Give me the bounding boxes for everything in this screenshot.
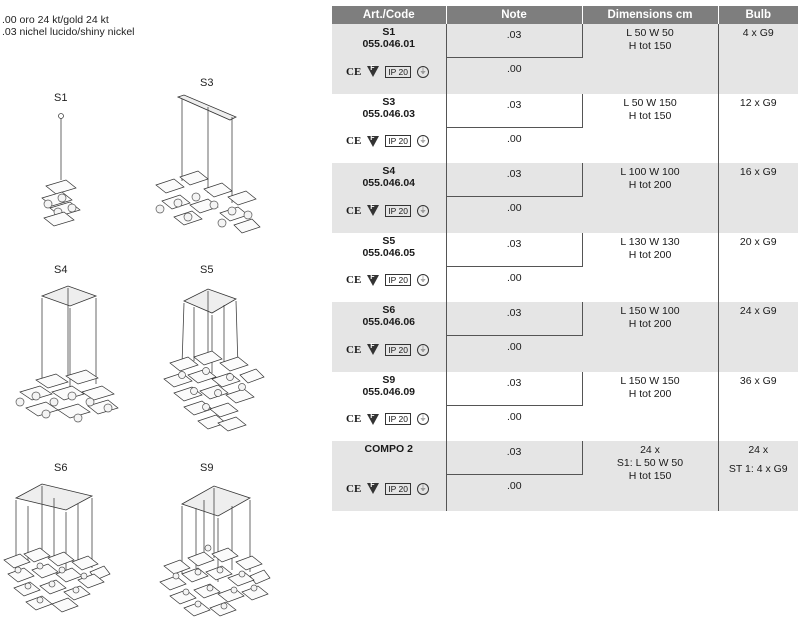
ip20-badge: IP 20 — [385, 205, 411, 217]
ip20-badge: IP 20 — [385, 66, 411, 78]
dimensions-cell — [582, 94, 718, 164]
f-mark-icon — [367, 483, 379, 494]
ground-symbol-icon: ⏚ — [417, 344, 429, 356]
dimension-line: L 50 W 150 — [623, 96, 677, 109]
note-cell: .03 — [446, 441, 582, 475]
product-code-cell — [332, 302, 446, 336]
product-code: 055.046.06 — [362, 316, 416, 328]
product-code: 055.046.01 — [362, 38, 416, 50]
note-cell: .03 — [446, 94, 582, 128]
f-mark-icon — [367, 275, 379, 286]
f-mark-letter: F — [370, 273, 375, 281]
table-row — [332, 441, 798, 475]
product-code: 055.046.09 — [362, 385, 416, 398]
note-cell: .00 — [446, 475, 582, 511]
dimension-line: L 100 W 100 — [620, 166, 680, 178]
product-code-cell — [332, 163, 446, 197]
dimension-line: 24 x — [640, 444, 660, 456]
ip20-badge: IP 20 — [385, 344, 411, 356]
bulb-line: 20 x G9 — [739, 235, 777, 248]
certifications-cell — [332, 266, 446, 302]
table-row — [332, 233, 798, 267]
dimension-line: L 150 W 150 — [620, 374, 680, 387]
dimension-line: H tot 200 — [628, 179, 672, 191]
note-cell: .00 — [446, 336, 582, 372]
table-row — [332, 24, 798, 58]
dimension-line: H tot 200 — [628, 387, 672, 400]
ce-mark-icon: CE — [346, 135, 362, 148]
ip20-badge: IP 20 — [385, 483, 411, 495]
ground-symbol-icon: ⏚ — [417, 66, 429, 78]
note-cell: .00 — [506, 271, 522, 284]
chandelier-s1-drawing — [36, 108, 86, 238]
product-code: 055.046.04 — [362, 177, 416, 189]
drawing-label-s3: S3 — [200, 77, 214, 89]
note-cell: .03 — [446, 302, 582, 336]
dimension-line: L 50 W 50 — [626, 27, 674, 39]
ground-symbol-icon: ⏚ — [417, 135, 429, 147]
note-cell: .00 — [506, 132, 522, 145]
table-row — [332, 163, 798, 197]
dimension-line: H tot 200 — [628, 318, 672, 330]
ce-mark-icon: CE — [346, 343, 362, 356]
chandelier-s3-drawing — [150, 93, 265, 243]
bulb-line: 36 x G9 — [739, 374, 777, 387]
dimension-line: L 150 W 100 — [620, 305, 680, 317]
product-name: S3 — [382, 95, 396, 108]
ce-mark-icon: CE — [346, 482, 362, 495]
ground-symbol-icon: ⏚ — [417, 205, 429, 217]
dimension-line: S1: L 50 W 50 — [616, 457, 684, 469]
f-mark-letter: F — [370, 482, 375, 490]
product-code-cell — [332, 372, 446, 406]
chandelier-s6-drawing — [0, 476, 112, 621]
dimension-line: H tot 200 — [628, 248, 672, 261]
dimensions-cell — [582, 302, 718, 372]
f-mark-icon — [367, 136, 379, 147]
f-mark-icon — [367, 414, 379, 425]
ce-mark-icon: CE — [346, 274, 362, 287]
drawing-label-s1: S1 — [54, 92, 68, 104]
dimension-line: H tot 150 — [628, 470, 672, 482]
header-bulb: Bulb — [718, 6, 798, 24]
bulb-cell — [718, 233, 798, 303]
bulb-cell — [718, 372, 798, 442]
note-cell: .00 — [506, 410, 522, 423]
chandelier-s4-drawing — [12, 280, 122, 440]
ip20-badge: IP 20 — [385, 274, 411, 286]
drawing-label-s9: S9 — [200, 462, 214, 474]
dimension-line: H tot 150 — [628, 109, 672, 122]
f-mark-icon — [367, 205, 379, 216]
table-row — [332, 372, 798, 406]
bulb-cell — [718, 24, 798, 94]
drawing-label-s6: S6 — [54, 462, 68, 474]
table-row — [332, 302, 798, 336]
bulb-line: 24 x — [748, 444, 769, 456]
finish-gold: .00 oro 24 kt/gold 24 kt — [2, 14, 109, 26]
product-name: S1 — [382, 26, 396, 38]
product-code-cell — [332, 24, 446, 58]
product-name: S5 — [382, 234, 396, 247]
ground-symbol-icon: ⏚ — [417, 483, 429, 495]
certifications-cell — [332, 405, 446, 441]
product-name: COMPO 2 — [364, 443, 413, 455]
header-note: Note — [446, 6, 582, 24]
ip20-badge: IP 20 — [385, 135, 411, 147]
product-code: 055.046.03 — [362, 107, 416, 120]
f-mark-icon — [367, 344, 379, 355]
bulb-cell — [718, 94, 798, 164]
chandelier-s5-drawing — [160, 283, 270, 443]
f-mark-letter: F — [370, 412, 375, 420]
dimensions-cell — [582, 24, 718, 94]
f-mark-icon — [367, 66, 379, 77]
bulb-line: 24 x G9 — [739, 305, 777, 317]
f-mark-letter: F — [370, 343, 375, 351]
product-name: S4 — [382, 165, 396, 177]
product-code-cell — [332, 233, 446, 267]
drawing-label-s5: S5 — [200, 264, 214, 276]
drawing-label-s4: S4 — [54, 264, 68, 276]
ce-mark-icon: CE — [346, 413, 362, 426]
certifications-cell — [332, 197, 446, 233]
header-dimensions: Dimensions cm — [582, 6, 718, 24]
f-mark-letter: F — [370, 204, 375, 212]
bulb-line: 12 x G9 — [739, 96, 777, 109]
ground-symbol-icon: ⏚ — [417, 413, 429, 425]
table-body — [332, 24, 798, 511]
table-header-row — [332, 6, 798, 24]
dimension-line: H tot 150 — [628, 40, 672, 52]
f-mark-letter: F — [370, 134, 375, 142]
specifications-table — [332, 6, 798, 511]
dimensions-cell — [582, 163, 718, 233]
product-code-cell — [332, 441, 446, 475]
note-cell: .03 — [446, 372, 582, 406]
ce-mark-icon: CE — [346, 204, 362, 217]
product-code-cell — [332, 94, 446, 128]
note-cell: .03 — [446, 233, 582, 267]
dimensions-cell — [582, 441, 718, 511]
bulb-line: ST 1: 4 x G9 — [728, 463, 788, 475]
note-cell: .03 — [446, 24, 582, 58]
header-art-code: Art./Code — [332, 6, 446, 24]
dimensions-cell — [582, 233, 718, 303]
product-code: 055.046.05 — [362, 246, 416, 259]
finish-nickel: .03 nichel lucido/shiny nickel — [2, 26, 135, 38]
note-cell: .03 — [446, 163, 582, 197]
table-row — [332, 94, 798, 128]
bulb-cell — [718, 163, 798, 233]
f-mark-letter: F — [370, 65, 375, 73]
ip20-badge: IP 20 — [385, 413, 411, 425]
certifications-cell — [332, 127, 446, 163]
chandelier-s9-drawing — [158, 478, 274, 622]
product-name: S9 — [382, 373, 396, 386]
certifications-cell — [332, 336, 446, 372]
dimensions-cell — [582, 372, 718, 442]
ground-symbol-icon: ⏚ — [417, 274, 429, 286]
bulb-line: 16 x G9 — [739, 166, 777, 178]
bulb-line: 4 x G9 — [742, 27, 774, 39]
certifications-cell — [332, 475, 446, 511]
note-cell: .00 — [446, 197, 582, 233]
dimension-line: L 130 W 130 — [620, 235, 680, 248]
bulb-cell — [718, 302, 798, 372]
bulb-cell — [718, 441, 798, 511]
ce-mark-icon: CE — [346, 65, 362, 78]
certifications-cell — [332, 58, 446, 94]
note-cell: .00 — [446, 58, 582, 94]
product-name: S6 — [382, 304, 396, 316]
